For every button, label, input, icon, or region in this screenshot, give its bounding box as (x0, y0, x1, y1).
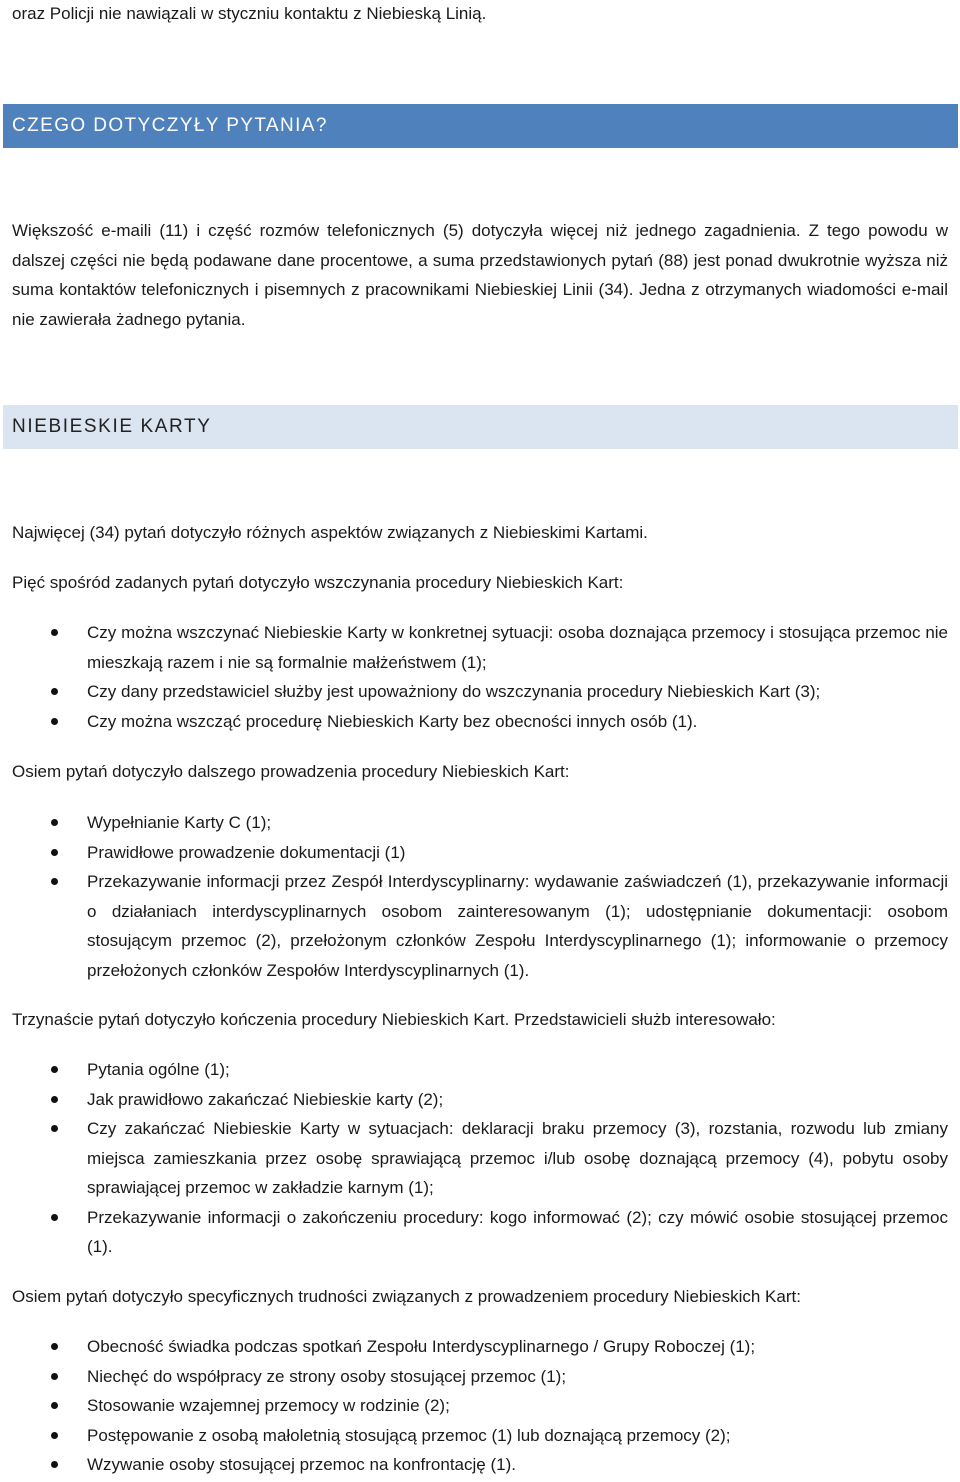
list-item (0, 1332, 960, 1362)
list-item-text: Obecność świadka podczas spotkań Zespołu Interdyscyplinarnego / Grupy Roboczej (1); (87, 1337, 756, 1356)
list-item-text: Stosowanie wzajemnej przemocy w rodzinie (2); (87, 1396, 450, 1415)
list-difficulties (0, 1332, 960, 1480)
list-item-text: Czy można wszcząć procedurę Niebieskich Karty bez obecności innych osób (1). (87, 711, 698, 731)
list-item-text: Wzywanie osoby stosującej przemoc na konfrontację (1). (87, 1455, 516, 1474)
list-item-text: Postępowanie z osobą małoletnią stosującą przemoc (1) lub doznającą przemocy (2); (87, 1425, 731, 1445)
list-item (0, 838, 960, 868)
list-item-text: Niechęć do współpracy ze strony osoby stosującej przemoc (1); (87, 1366, 567, 1386)
list-item (0, 618, 960, 677)
list-item-text: Czy zakańczać Niebieskie Karty w sytuacjach: deklaracji braku przemocy (3), rozstania, rozwodu lub zmiany miejsca zamieszkania przez osobę sprawiającą przemoc i/lub osobę doznającą przemocy (4), pobytu osoby sprawiającej przemoc w zakładzie karnym (1); (87, 1119, 948, 1197)
bullet-icon (51, 1461, 58, 1468)
list-item-text: Wypełnianie Karty C (1); (87, 813, 272, 832)
list-item-text: Prawidłowe prowadzenie dokumentacji (1) (87, 842, 406, 862)
list-item (0, 808, 960, 838)
bullet-icon (51, 1432, 58, 1439)
list-item (0, 707, 960, 737)
bullet-icon (51, 688, 58, 695)
section2-intro: Najwięcej (34) pytań dotyczyło różnych aspektów związanych z Niebieskimi Kartami. (12, 523, 648, 542)
list-item-text: Przekazywanie informacji przez Zespół Interdyscyplinarny: wydawanie zaświadczeń (1), przekazywanie informacji o działaniach interdyscyplinarnych osobom zainteresowanym (1); udostępnianie dokumentacji: osobom stosującym przemoc (2), przełożonym członków Zespołu Interdyscyplinarnego (1); informowanie o przemocy przełożonych członków Zespołów Interdyscyplinarnych (1). (87, 872, 948, 980)
list-item (0, 1203, 960, 1262)
bullet-icon (51, 1214, 58, 1221)
list-item-text: Czy można wszczynać Niebieskie Karty w konkretnej sytuacji: osoba doznająca przemocy i stosująca przemoc nie mieszkają razem i nie są formalnie małżeństwem (1); (87, 623, 948, 672)
group-lead-continuation: Osiem pytań dotyczyło dalszego prowadzenia procedury Niebieskich Kart: (12, 762, 570, 781)
group-lead-difficulties: Osiem pytań dotyczyło specyficznych trudności związanych z prowadzeniem procedury Niebieskich Kart: (12, 1287, 801, 1306)
list-item (0, 1114, 960, 1203)
bullet-icon (51, 629, 58, 636)
list-initiation (0, 618, 960, 736)
bullet-icon (51, 1125, 58, 1132)
intro-line: oraz Policji nie nawiązali w styczniu kontaktu z Niebieską Linią. (12, 4, 487, 23)
list-item (0, 1055, 960, 1085)
list-item (0, 1391, 960, 1421)
list-continuation (0, 808, 960, 985)
section-heading-questions: CZEGO DOTYCZYŁY PYTANIA? (3, 104, 958, 148)
list-item-text: Czy dany przedstawiciel służby jest upoważniony do wszczynania procedury Niebieskich Kart (3); (87, 682, 821, 701)
list-item (0, 1362, 960, 1392)
section1-paragraph: Większość e-maili (11) i część rozmów telefonicznych (5) dotyczyła więcej niż jednego zagadnienia. Z tego powodu w dalszej części nie będą podawane dane procentowe, a suma przedstawionych pytań (88) jest ponad dwukrotnie wyższa niż suma kontaktów telefonicznych i pisemnych z pracownikami Niebieskiej Linii (34). Jedna z otrzymanych wiadomości e-mail nie zawierała żadnego pytania. (12, 221, 948, 329)
group-lead-closing: Trzynaście pytań dotyczyło kończenia procedury Niebieskich Kart. Przedstawicieli służb interesowało: (12, 1010, 776, 1029)
bullet-icon (51, 1373, 58, 1380)
bullet-icon (51, 849, 58, 856)
bullet-icon (51, 718, 58, 725)
list-item-text: Pytania ogólne (1); (87, 1060, 230, 1079)
bullet-icon (51, 1066, 58, 1073)
list-item (0, 1450, 960, 1480)
bullet-icon (51, 819, 58, 826)
list-item-text: Przekazywanie informacji o zakończeniu procedury: kogo informować (2); czy mówić osobie stosującej przemoc (1). (87, 1207, 948, 1256)
group-lead-initiation: Pięć spośród zadanych pytań dotyczyło wszczynania procedury Niebieskich Kart: (12, 573, 624, 592)
bullet-icon (51, 878, 58, 885)
list-item (0, 867, 960, 985)
list-item (0, 677, 960, 707)
bullet-icon (51, 1096, 58, 1103)
list-item (0, 1421, 960, 1451)
bullet-icon (51, 1402, 58, 1409)
section-heading-blue-cards: NIEBIESKIE KARTY (3, 405, 958, 449)
bullet-icon (51, 1343, 58, 1350)
list-item-text: Jak prawidłowo zakańczać Niebieskie karty (2); (87, 1089, 444, 1109)
list-closing (0, 1055, 960, 1262)
list-item (0, 1085, 960, 1115)
